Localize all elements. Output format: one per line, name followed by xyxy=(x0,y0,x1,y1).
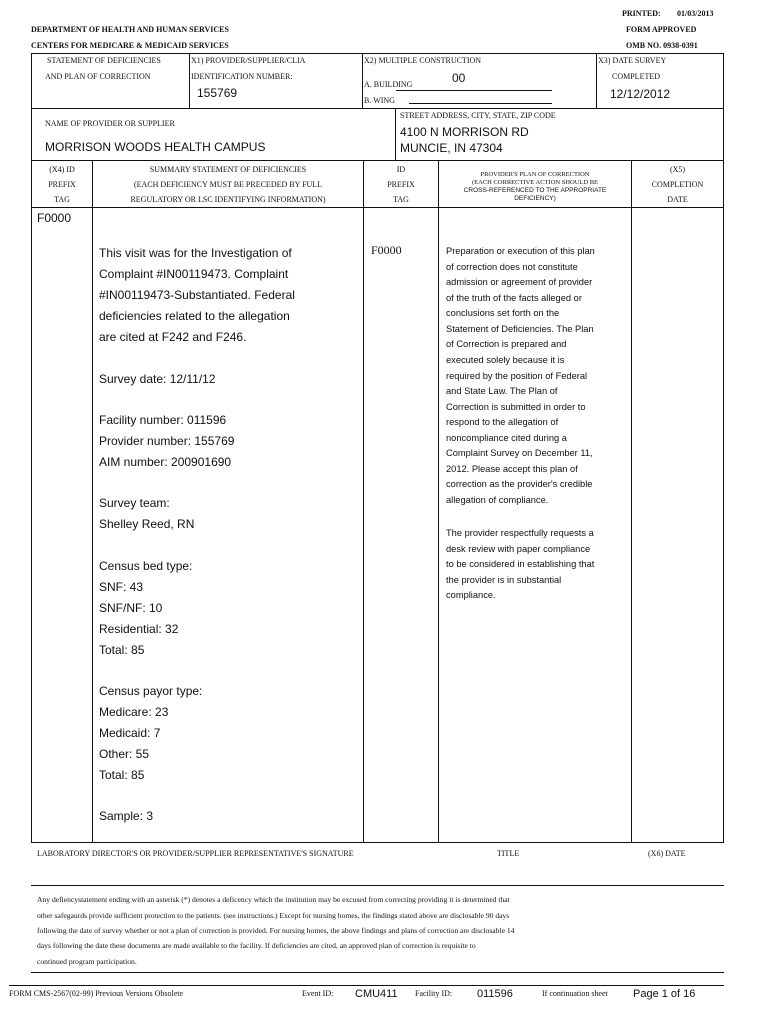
plan-line: required by the position of Federal xyxy=(446,371,588,381)
body-bottom-border xyxy=(31,842,724,843)
summary-line: Census bed type: xyxy=(99,559,193,573)
summary-line: Survey date: 12/11/12 xyxy=(99,372,216,386)
disclaimer-line: Any defiencystatement ending with an asterisk (*) denotes a deficency which the institution may be excused from correcting providing it is determined that xyxy=(37,895,510,904)
plan-line: of correction does not constitute xyxy=(446,262,578,272)
summary-line: Residential: 32 xyxy=(99,622,179,636)
left-tag: F0000 xyxy=(37,211,72,225)
plan-line: admission or agreement of provider xyxy=(446,277,593,287)
plan-line: Correction is submitted in order to xyxy=(446,402,586,412)
summary-line: Medicare: 23 xyxy=(99,705,169,719)
right-tag: F0000 xyxy=(371,243,402,257)
id-header-2: PREFIX xyxy=(387,180,415,189)
disclaimer-bottom xyxy=(31,972,724,973)
form-approved: FORM APPROVED xyxy=(626,25,697,34)
printed-date: 01/03/2013 xyxy=(677,9,714,18)
plan-line: allegation of compliance. xyxy=(446,495,549,505)
plan-line: correction as the provider's credible xyxy=(446,479,593,489)
summary-line: SNF: 43 xyxy=(99,580,144,594)
plan-header-4: DEFICIENCY) xyxy=(514,195,556,202)
summary-line: Complaint #IN00119473. Complaint xyxy=(99,267,289,281)
provider-id-value: 155769 xyxy=(197,86,238,100)
event-id-label: Event ID: xyxy=(302,989,334,998)
department-title: DEPARTMENT OF HEALTH AND HUMAN SERVICES xyxy=(31,25,229,34)
plan-line: compliance. xyxy=(446,590,496,600)
plan-line: to be considered in establishing that xyxy=(446,559,595,569)
plan-line: of Correction is prepared and xyxy=(446,339,567,349)
divider-summary-right xyxy=(363,161,364,842)
divider-completion xyxy=(631,161,632,842)
x5-header-1: (X5) xyxy=(669,165,686,174)
x1-label-2: IDENTIFICATION NUMBER: xyxy=(191,72,293,81)
x5-header-2: COMPLETION xyxy=(651,180,704,189)
left-border-top xyxy=(31,53,32,161)
disclaimer-line: other safegaurds provide sufficient protection to the patients. (see instructions.) Except for nursing homes, the findings stated above are disclosable 90 days xyxy=(37,911,510,920)
summary-header-3: REGULATORY OR LSC IDENTIFYING INFORMATION) xyxy=(130,195,326,204)
plan-line: executed solely because it is xyxy=(446,355,565,365)
form-label: FORM CMS-2567(02-99) Previous Versions Obsolete xyxy=(9,989,184,998)
address-line-2: MUNCIE, IN 47304 xyxy=(400,141,503,155)
summary-line: Census payor type: xyxy=(99,684,203,698)
x5-header-3: DATE xyxy=(667,195,688,204)
provider-row-bottom xyxy=(31,160,724,161)
page-number: Page 1 of 16 xyxy=(633,988,696,1000)
plan-line: the provider is in substantial xyxy=(446,575,562,585)
printed-label: PRINTED: xyxy=(622,9,661,18)
centers-title: CENTERS FOR MEDICARE & MEDICAID SERVICES xyxy=(31,41,229,50)
address-line-1: 4100 N MORRISON RD xyxy=(400,125,529,139)
address-label: STREET ADDRESS, CITY, STATE, ZIP CODE xyxy=(400,111,556,120)
summary-line: Provider number: 155769 xyxy=(99,434,235,448)
plan-line: 2012. Please accept this plan of xyxy=(446,464,578,474)
divider-prefix-right xyxy=(438,161,439,842)
omb-number: OMB NO. 0938-0391 xyxy=(626,41,698,50)
disclaimer-line: following the date of survey whether or not a plan of correction is provided. For nursing homes, the above findings and plans of correction are disclosable 14 xyxy=(37,926,515,935)
summary-line: deficiencies related to the allegation xyxy=(99,309,290,323)
id-header-3: TAG xyxy=(393,195,409,204)
signature-date-label: (X6) DATE xyxy=(648,849,686,858)
facility-id-label: Facility ID: xyxy=(415,989,453,998)
summary-line: Other: 55 xyxy=(99,747,150,761)
x4-header-1: (X4) ID xyxy=(49,165,75,174)
x4-header-2: PREFIX xyxy=(48,180,76,189)
x3-label-1: X3) DATE SURVEY xyxy=(598,56,667,65)
plan-header-3: CROSS-REFERENCED TO THE APPROPRIATE xyxy=(463,187,607,194)
summary-line: Sample: 3 xyxy=(99,809,154,823)
column-header-bottom xyxy=(31,207,724,208)
plan-line: Statement of Deficiencies. The Plan xyxy=(446,324,594,334)
plan-header-2: (EACH CORRECTIVE ACTION SHOULD BE xyxy=(471,179,599,186)
top-box-top-border xyxy=(31,53,724,54)
statement-label-1: STATEMENT OF DEFICIENCIES xyxy=(47,56,161,65)
top-box-bottom-border xyxy=(31,108,724,109)
signature-row-bottom xyxy=(31,885,724,886)
building-label: A. BUILDING xyxy=(364,80,413,89)
footer-top-line xyxy=(9,985,724,986)
summary-line: Total: 85 xyxy=(99,643,145,657)
plan-line: The provider respectfully requests a xyxy=(446,528,594,538)
facility-id-value: 011596 xyxy=(477,988,513,1000)
right-border-top xyxy=(723,53,724,161)
summary-line: #IN00119473-Substantiated. Federal xyxy=(99,288,295,302)
left-border-body xyxy=(31,161,32,843)
plan-line: Preparation or execution of this plan xyxy=(446,246,595,256)
x2-label: X2) MULTIPLE CONSTRUCTION xyxy=(364,56,482,65)
summary-line: This visit was for the Investigation of xyxy=(99,246,292,260)
disclaimer-line: days following the date these documents are made available to the facility. If deficiencies are cited, an approved plan of correction is requisite to xyxy=(37,941,476,950)
director-signature-label: LABORATORY DIRECTOR'S OR PROVIDER/SUPPLIER REPRESENTATIVE'S SIGNATURE xyxy=(37,849,354,858)
x4-header-3: TAG xyxy=(54,195,70,204)
plan-header-1: PROVIDER'S PLAN OF CORRECTION xyxy=(480,171,590,178)
summary-header-1: SUMMARY STATEMENT OF DEFICIENCIES xyxy=(149,165,307,174)
summary-line: Medicaid: 7 xyxy=(99,726,161,740)
survey-completed-date: 12/12/2012 xyxy=(610,87,671,101)
construction-value: 00 xyxy=(452,71,466,85)
building-underline xyxy=(396,90,552,91)
summary-line: AIM number: 200901690 xyxy=(99,455,232,469)
plan-line: and State Law. The Plan of xyxy=(446,386,558,396)
plan-line: respond to the allegation of xyxy=(446,417,559,427)
divider-x3 xyxy=(596,53,597,108)
summary-line: Shelley Reed, RN xyxy=(99,517,195,531)
plan-line: noncompliance cited during a xyxy=(446,433,567,443)
plan-line: conclusions set forth on the xyxy=(446,308,560,318)
right-border-body xyxy=(723,161,724,843)
divider-prefix-left xyxy=(92,161,93,842)
provider-name-value: MORRISON WOODS HEALTH CAMPUS xyxy=(45,140,266,154)
summary-line: are cited at F242 and F246. xyxy=(99,330,247,344)
x1-label-1: X1) PROVIDER/SUPPLIER/CLIA xyxy=(191,56,306,65)
divider-address xyxy=(395,108,396,161)
plan-line: desk review with paper compliance xyxy=(446,544,591,554)
title-label: TITLE xyxy=(497,849,520,858)
plan-line: Complaint Survey on December 11, xyxy=(446,448,593,458)
disclaimer-line: continued program participation. xyxy=(37,957,137,966)
summary-line: Survey team: xyxy=(99,496,170,510)
divider-x1 xyxy=(189,53,190,108)
x3-label-2: COMPLETED xyxy=(612,72,660,81)
divider-x2 xyxy=(362,53,363,108)
event-id-value: CMU411 xyxy=(355,988,398,1000)
statement-label-2: AND PLAN OF CORRECTION xyxy=(45,72,151,81)
summary-header-2: (EACH DEFICIENCY MUST BE PRECEDED BY FULL xyxy=(133,180,323,189)
continuation-label: If continuation sheet xyxy=(542,989,608,998)
summary-line: Facility number: 011596 xyxy=(99,413,227,427)
plan-line: of the truth of the facts alleged or xyxy=(446,293,582,303)
summary-line: Total: 85 xyxy=(99,768,145,782)
wing-underline xyxy=(409,103,552,104)
summary-line: SNF/NF: 10 xyxy=(99,601,163,615)
id-header-1: ID xyxy=(396,165,406,174)
wing-label: B. WING xyxy=(364,96,395,105)
provider-name-label: NAME OF PROVIDER OR SUPPLIER xyxy=(45,119,175,128)
